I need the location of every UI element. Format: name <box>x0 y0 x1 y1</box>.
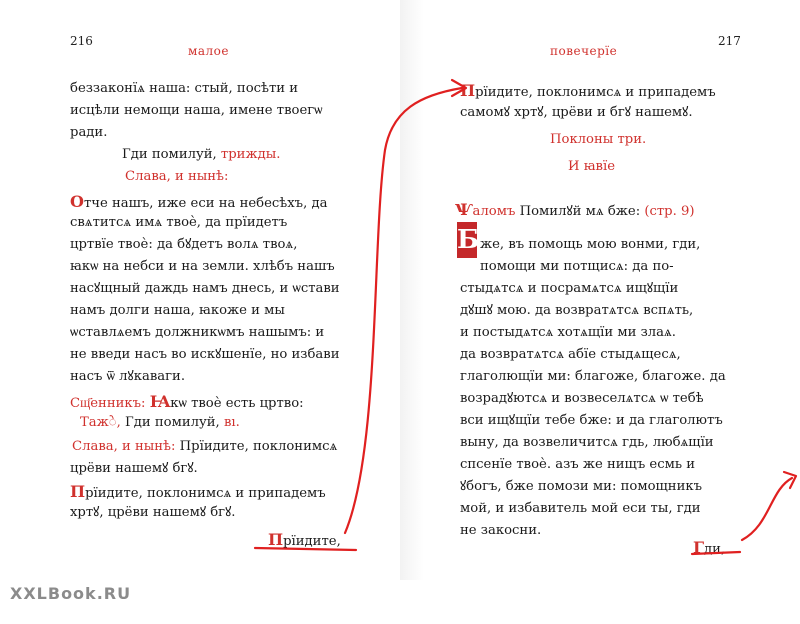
body-text: дꙋшꙋ мою. да возвратѧтсѧ вспѧть, <box>460 303 694 318</box>
initial-letter: Ꙗ <box>149 392 171 411</box>
rubric-text: Поклоны три. <box>550 132 647 147</box>
body-text: насꙋщный даждь намъ днесь, и ѡстави <box>70 281 340 296</box>
body-text: спсенїе твоѐ. азъ же нищъ есмь и <box>460 457 696 472</box>
rubric-text: Слава, и нынѣ: <box>72 439 180 454</box>
left-line <box>70 260 335 273</box>
rubric-text: (стр. 9) <box>644 204 695 219</box>
right-line <box>460 282 678 295</box>
rubric-text: Тажे, <box>80 415 126 430</box>
left-line <box>70 216 287 229</box>
body-text: Гди помилуй, <box>125 415 224 430</box>
left-line <box>70 104 323 117</box>
initial-letter: Г <box>693 538 705 557</box>
body-text: возрадꙋютсѧ и возвеселѧтсѧ ѡ тебѣ <box>460 391 704 406</box>
left-line <box>268 532 341 548</box>
body-text: вси ищꙋщїи тебе бже: и да глаголютъ <box>460 413 723 428</box>
body-text: Гди помилуй, <box>122 147 221 162</box>
body-text: выну, да возвеличитсѧ гдь, любѧщїи <box>460 435 714 450</box>
right-line <box>460 436 714 449</box>
rubric-text: Сщ҃енникъ: <box>70 396 150 411</box>
right-line <box>460 83 716 99</box>
left-line <box>70 506 235 519</box>
right-line <box>550 133 646 146</box>
right-line <box>460 524 541 537</box>
right-line <box>460 480 702 493</box>
left-line <box>70 238 297 251</box>
body-text: ꙗкѡ на небси и на земли. хлѣбъ нашъ <box>70 259 335 274</box>
left-running-head: малое <box>188 44 229 58</box>
right-line <box>460 392 704 405</box>
rubric-text: аломъ <box>472 204 520 219</box>
body-text: намъ долги наша, ꙗкоже и мы <box>70 303 285 318</box>
initial-letter: П <box>460 81 476 100</box>
body-text: и постыдѧтсѧ хотѧщїи ми злаѧ. <box>460 325 676 340</box>
left-line <box>80 416 240 429</box>
body-text: ꙋбогъ, бже помози ми: помощникъ <box>460 479 702 494</box>
initial-letter: Ѱ <box>455 200 473 219</box>
rubric-text: Слава, и нынѣ: <box>125 169 229 184</box>
body-text: помощи ми потщисѧ: да по- <box>480 259 674 274</box>
body-text: глаголющїи ми: благоже, благоже. да <box>460 369 726 384</box>
initial-letter: П <box>268 530 284 549</box>
rubric-text: вı. <box>223 415 240 430</box>
left-line <box>72 440 337 453</box>
body-text: да возвратѧтсѧ абїе стыдѧщесѧ, <box>460 347 681 362</box>
left-line <box>70 126 107 139</box>
left-page <box>0 0 400 580</box>
body-text: цртвїе твоѐ: да бꙋдетъ волѧ твоѧ, <box>70 237 298 252</box>
right-line <box>460 304 693 317</box>
right-line <box>568 160 615 173</box>
right-line <box>460 106 693 119</box>
right-line <box>460 370 726 383</box>
right-line <box>480 260 674 273</box>
watermark-text: XXLBook.RU <box>10 584 132 603</box>
left-line <box>122 148 280 161</box>
body-text: мой, и избавитель мой еси ты, гди <box>460 501 701 516</box>
right-line <box>460 326 676 339</box>
body-text: ѡставлѧемъ должникѡмъ нашымъ: и <box>70 325 325 340</box>
body-text: не закосни. <box>460 523 542 538</box>
body-text: кѡ твоѐ есть цртво: <box>170 396 304 411</box>
body-text: не введи насъ во искꙋшенїе, но избави <box>70 347 340 362</box>
left-line <box>70 370 185 383</box>
body-text: рїидите, <box>283 534 341 549</box>
right-line <box>460 348 681 361</box>
right-line <box>460 414 723 427</box>
body-text: беззаконїѧ наша: стый, посѣти и <box>70 81 299 96</box>
right-line <box>480 238 700 251</box>
right-line <box>455 202 695 218</box>
left-line <box>70 82 298 95</box>
left-line <box>70 484 326 500</box>
right-page <box>400 0 800 580</box>
right-line <box>460 458 695 471</box>
body-text: исцѣли немощи наша, имене твоегѡ <box>70 103 323 118</box>
left-line <box>70 282 340 295</box>
left-line <box>70 304 285 317</box>
body-text: рїидите, поклонимсѧ и припадемъ <box>475 85 716 100</box>
left-page-number: 216 <box>70 34 93 48</box>
body-text: рїидите, поклонимсѧ и припадемъ <box>85 486 326 501</box>
body-text: самомꙋ хртꙋ, црёви и бгꙋ нашемꙋ. <box>460 105 693 120</box>
rubric-text: И ꙗвїе <box>568 159 615 174</box>
rubric-text: трижды. <box>220 147 281 162</box>
right-page-number: 217 <box>718 34 741 48</box>
body-text: хртꙋ, црёви нашемꙋ бгꙋ. <box>70 505 236 520</box>
right-line <box>460 502 701 515</box>
left-line <box>70 326 324 339</box>
body-text: ди, <box>704 542 726 557</box>
body-text: Помилꙋй мѧ бже: <box>519 204 645 219</box>
body-text: же, въ помощь мою вонми, гди, <box>480 237 701 252</box>
left-line <box>70 194 327 210</box>
left-line <box>125 170 228 183</box>
right-running-head: повечерїе <box>550 44 618 58</box>
right-line <box>693 540 725 556</box>
body-text: Прїидите, поклонимсѧ <box>179 439 338 454</box>
left-line <box>70 394 304 410</box>
initial-letter: О <box>70 192 84 211</box>
body-text: ради. <box>70 125 108 140</box>
drop-cap-initial: Б <box>457 222 477 258</box>
body-text: стыдѧтсѧ и посрамѧтсѧ ищꙋщїи <box>460 281 679 296</box>
body-text: црёви нашемꙋ бгꙋ. <box>70 461 198 476</box>
body-text: свѧтитсѧ имѧ твоѐ, да прїидетъ <box>70 215 288 230</box>
initial-letter: П <box>70 482 86 501</box>
left-line <box>70 462 198 475</box>
body-text: насъ ѿ лꙋкаваги. <box>70 369 186 384</box>
body-text: тче нашъ, иже еси на небесѣхъ, да <box>83 196 328 211</box>
left-line <box>70 348 340 361</box>
